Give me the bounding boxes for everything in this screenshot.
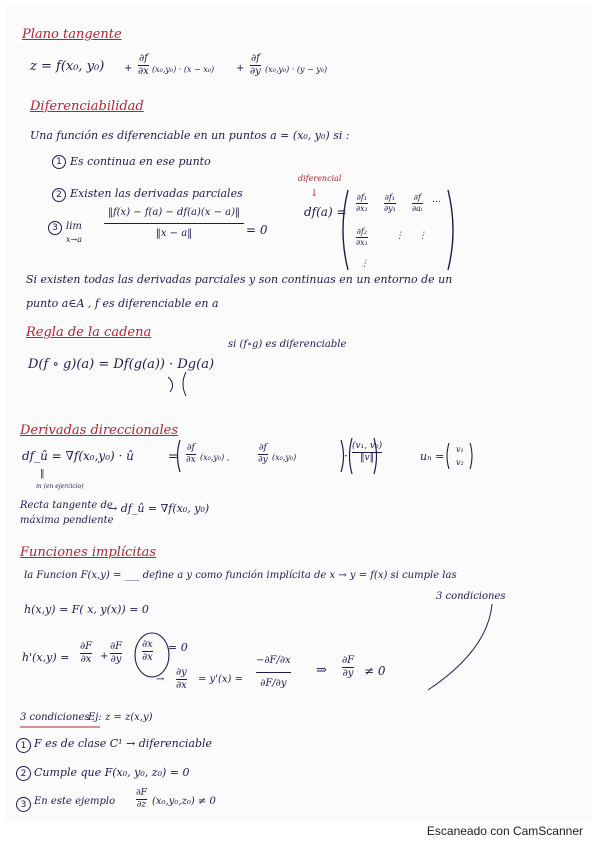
unit-vector-bottom: v₂	[456, 458, 464, 467]
gradient-y-fraction	[258, 444, 268, 465]
section-heading-tres-condiciones: 3 condiciones	[20, 712, 90, 723]
arrow-right-icon: →	[156, 674, 165, 685]
fraction-denominator: ∂z	[136, 800, 147, 810]
directional-derivative-lhs: df_û = ∇f(x₀,y₀) · û	[22, 449, 134, 463]
arrow-down-icon: ↓	[310, 188, 319, 199]
jacobian-vdots: ⋮	[395, 231, 404, 241]
fraction-denominator: ∂F/∂y	[260, 678, 287, 689]
plus-sign: +	[124, 63, 133, 74]
fraction-numerator: ∂f₁	[356, 193, 368, 202]
partial-y-fraction	[250, 54, 261, 77]
condition-number-3: 3	[16, 797, 31, 812]
limit-symbol: lim	[66, 221, 82, 232]
diferencial-label: diferencial	[298, 174, 342, 183]
fraction-numerator: ∂F	[80, 641, 93, 652]
partial-fraction	[80, 642, 92, 665]
continuity-statement-line2: punto a∈A , f es diferenciable en a	[26, 297, 219, 310]
three-conditions-note: 3 condiciones	[436, 591, 506, 602]
section-heading-funciones-implicitas: Funciones implícitas	[20, 545, 157, 560]
implicit-derivative-fraction	[256, 656, 291, 689]
condition-continuous: Es continua en ese punto	[70, 155, 211, 168]
fraction-numerator: (v₁, v₂)	[352, 441, 383, 451]
section-heading-derivadas-direccionales: Derivadas direccionales	[20, 423, 179, 438]
tangent-plane-lhs: z = f(x₀, y₀)	[30, 59, 105, 74]
condition-class-c1: F es de clase C¹ → diferenciable	[34, 737, 213, 750]
condition-point-zero: Cumple que F(x₀, y₀, z₀) = 0	[34, 766, 190, 779]
fraction-denominator: ∂aᵢ	[412, 204, 423, 213]
fraction-numerator: ∂f	[186, 443, 195, 453]
condition-partials-exist: Existen las derivadas parciales	[70, 187, 243, 200]
not-equal-zero: ≠ 0	[364, 664, 386, 678]
condition-number-1: 1	[16, 738, 31, 753]
fraction-denominator: ∂y	[250, 66, 261, 77]
unit-vector-fraction	[352, 442, 382, 463]
condition-number-3: 3	[48, 221, 62, 235]
partial-z-fraction	[136, 789, 147, 810]
fraction-denominator: ∂x	[186, 455, 196, 465]
plus-sign: +	[100, 651, 109, 662]
fraction-numerator: ∂y	[176, 667, 187, 678]
fraction-numerator: ∂f	[258, 443, 267, 453]
gradient-x-eval: (x₀,y₀) ,	[200, 453, 230, 462]
jacobian-ellipsis: …	[432, 195, 441, 205]
fraction-numerator: ∂f₁	[384, 193, 396, 202]
implicit-definition: la Funcion F(x,y) = ___ define a y como función implícita de x → y = f(x) si cumple las	[24, 570, 457, 581]
section-heading-diferenciabilidad: Diferenciabilidad	[30, 99, 144, 114]
partial-fraction	[342, 656, 354, 679]
fraction-denominator: ‖x − a‖	[155, 228, 193, 239]
section-heading-plano-tangente: Plano tangente	[22, 27, 122, 42]
continuity-statement-line1: Si existen todas las derivadas parciales y son continuas en un entorno de un	[26, 273, 453, 286]
h-prime-lhs: h'(x,y) =	[22, 651, 70, 664]
chain-rule-condition: si (f∘g) es diferenciable	[228, 339, 347, 350]
chain-rule-formula: D(f ∘ g)(a) = Df(g(a)) · Dg(a)	[28, 357, 215, 372]
fraction-denominator: ‖v‖	[360, 453, 375, 463]
fraction-denominator: ∂x	[142, 652, 153, 663]
fraction-numerator: ∂F	[342, 655, 355, 666]
condition-example-label: En este ejemplo	[34, 796, 116, 807]
condition-number-2: 2	[52, 188, 66, 202]
fraction-numerator: ∂F	[110, 641, 123, 652]
fraction-denominator: ∂y	[342, 668, 354, 679]
limit-fraction	[104, 208, 244, 239]
max-slope-formula: → df_û = ∇f(x₀, y₀)	[108, 502, 210, 515]
fraction-numerator: ∂f	[250, 53, 260, 64]
jacobian-lhs: df(a) =	[304, 205, 347, 219]
partial-y-term: (x₀,y₀) · (y − y₀)	[265, 65, 328, 74]
fraction-denominator: ∂y₁	[384, 204, 396, 213]
jacobian-vdots: ⋮	[360, 259, 369, 269]
y-prime-equals: = y'(x) =	[198, 674, 243, 685]
fraction-denominator: ∂x₁	[356, 238, 368, 247]
jacobian-entry	[356, 194, 368, 213]
fraction-denominator: ∂y	[258, 455, 268, 465]
section-heading-regla-cadena: Regla de la cadena	[26, 325, 152, 340]
definition-intro: Una función es diferenciable en un puntos a = (x₀, y₀) si :	[30, 129, 350, 142]
dot-operator: ·	[344, 449, 348, 463]
partial-x-term: (x₀,y₀) · (x − x₀)	[152, 65, 215, 74]
max-slope-line1: Recta tangente de	[20, 500, 113, 511]
unit-vector-label: uₙ =	[420, 450, 445, 463]
equals-sign: =	[168, 449, 179, 463]
jacobian-entry	[356, 228, 368, 247]
gradient-y-eval: (x₀,y₀)	[272, 453, 297, 462]
scanner-watermark: Escaneado con CamScanner	[426, 824, 583, 838]
exercise-note: m (en ejercicio)	[36, 483, 84, 490]
partial-fraction	[110, 642, 122, 665]
gradient-x-fraction	[186, 444, 196, 465]
composite-h-definition: h(x,y) = F( x, y(x)) = 0	[24, 603, 149, 616]
fraction-bar	[104, 223, 244, 224]
fraction-denominator: ∂y	[110, 654, 122, 665]
unit-vector-top: v₁	[456, 445, 464, 454]
jacobian-vdots: ⋮	[418, 231, 427, 241]
jacobian-entry	[412, 194, 423, 213]
fraction-denominator: ∂x	[176, 680, 187, 691]
fraction-numerator: ∂f₂	[356, 227, 368, 236]
fraction-denominator: ∂x₁	[356, 204, 368, 213]
fraction-denominator: ∂x	[80, 654, 92, 665]
limit-equals-zero: = 0	[246, 223, 268, 237]
limit-subscript: x→a	[66, 235, 82, 244]
max-slope-line2: máxima pendiente	[20, 515, 114, 526]
fraction-bar	[256, 672, 291, 673]
fraction-numerator: −∂F/∂x	[256, 655, 291, 666]
condition-number-1: 1	[52, 155, 66, 169]
partial-z-nonzero: (x₀,y₀,z₀) ≠ 0	[152, 796, 216, 807]
plus-sign: +	[236, 63, 245, 74]
equality-mark: ‖	[40, 469, 45, 479]
fraction-numerator: ∂F	[136, 788, 147, 798]
equals-zero: = 0	[168, 641, 188, 654]
dy-dx-fraction	[176, 668, 187, 691]
fraction-numerator: ‖f(x) − f(a) − df(a)(x − a)‖	[107, 207, 241, 218]
condition-example: Ej: z = z(x,y)	[88, 712, 153, 723]
jacobian-entry	[384, 194, 396, 213]
fraction-numerator: ∂f	[138, 53, 148, 64]
implies-arrow-icon: ⇒	[316, 663, 327, 678]
partial-x-fraction	[138, 54, 149, 77]
condition-number-2: 2	[16, 766, 31, 781]
fraction-numerator: ∂f	[413, 193, 421, 202]
fraction-numerator: ∂x	[142, 639, 153, 650]
fraction-denominator: ∂x	[138, 66, 149, 77]
partial-fraction	[142, 640, 153, 663]
